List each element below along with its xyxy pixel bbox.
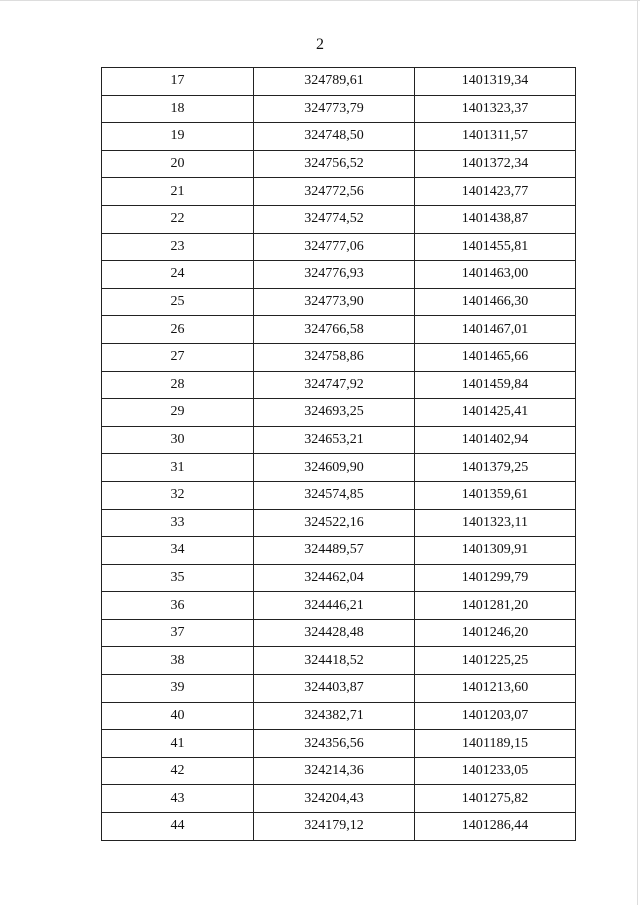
x-coordinate-cell: 324446,21 [254, 592, 415, 620]
y-coordinate-cell: 1401213,60 [415, 675, 576, 703]
x-coordinate-cell: 324747,92 [254, 371, 415, 399]
x-coordinate-cell: 324522,16 [254, 509, 415, 537]
table-row [102, 205, 576, 233]
table-row [102, 371, 576, 399]
x-coordinate-cell: 324776,93 [254, 261, 415, 289]
y-coordinate-cell: 1401466,30 [415, 288, 576, 316]
y-coordinate-cell: 1401323,37 [415, 95, 576, 123]
y-coordinate-cell: 1401281,20 [415, 592, 576, 620]
y-coordinate-cell: 1401319,34 [415, 68, 576, 96]
y-coordinate-cell: 1401299,79 [415, 564, 576, 592]
page-number: 2 [316, 36, 324, 53]
point-number-cell: 30 [102, 426, 254, 454]
y-coordinate-cell: 1401309,91 [415, 537, 576, 565]
x-coordinate-cell: 324773,90 [254, 288, 415, 316]
table-row [102, 481, 576, 509]
table-row [102, 647, 576, 675]
y-coordinate-cell: 1401455,81 [415, 233, 576, 261]
point-number-cell: 32 [102, 481, 254, 509]
y-coordinate-cell: 1401402,94 [415, 426, 576, 454]
point-number-cell: 29 [102, 399, 254, 427]
table-row [102, 592, 576, 620]
x-coordinate-cell: 324214,36 [254, 757, 415, 785]
point-number-cell: 31 [102, 454, 254, 482]
point-number-cell: 39 [102, 675, 254, 703]
x-coordinate-cell: 324777,06 [254, 233, 415, 261]
table-row [102, 426, 576, 454]
y-coordinate-cell: 1401379,25 [415, 454, 576, 482]
point-number-cell: 24 [102, 261, 254, 289]
y-coordinate-cell: 1401246,20 [415, 619, 576, 647]
x-coordinate-cell: 324356,56 [254, 730, 415, 758]
page-edge-right [637, 0, 638, 905]
y-coordinate-cell: 1401189,15 [415, 730, 576, 758]
point-number-cell: 27 [102, 343, 254, 371]
table-row [102, 509, 576, 537]
table-row [102, 730, 576, 758]
y-coordinate-cell: 1401323,11 [415, 509, 576, 537]
point-number-cell: 18 [102, 95, 254, 123]
x-coordinate-cell: 324489,57 [254, 537, 415, 565]
point-number-cell: 33 [102, 509, 254, 537]
point-number-cell: 43 [102, 785, 254, 813]
x-coordinate-cell: 324428,48 [254, 619, 415, 647]
y-coordinate-cell: 1401359,61 [415, 481, 576, 509]
y-coordinate-cell: 1401425,41 [415, 399, 576, 427]
x-coordinate-cell: 324418,52 [254, 647, 415, 675]
point-number-cell: 42 [102, 757, 254, 785]
point-number-cell: 23 [102, 233, 254, 261]
point-number-cell: 35 [102, 564, 254, 592]
table-row [102, 813, 576, 841]
table-row [102, 233, 576, 261]
point-number-cell: 22 [102, 205, 254, 233]
table-row [102, 675, 576, 703]
x-coordinate-cell: 324653,21 [254, 426, 415, 454]
y-coordinate-cell: 1401286,44 [415, 813, 576, 841]
y-coordinate-cell: 1401311,57 [415, 123, 576, 151]
x-coordinate-cell: 324772,56 [254, 178, 415, 206]
table-row [102, 178, 576, 206]
table-row [102, 343, 576, 371]
x-coordinate-cell: 324574,85 [254, 481, 415, 509]
y-coordinate-cell: 1401233,05 [415, 757, 576, 785]
point-number-cell: 28 [102, 371, 254, 399]
point-number-cell: 20 [102, 150, 254, 178]
x-coordinate-cell: 324748,50 [254, 123, 415, 151]
x-coordinate-cell: 324758,86 [254, 343, 415, 371]
y-coordinate-cell: 1401459,84 [415, 371, 576, 399]
point-number-cell: 25 [102, 288, 254, 316]
table-row [102, 454, 576, 482]
table-row [102, 785, 576, 813]
y-coordinate-cell: 1401438,87 [415, 205, 576, 233]
x-coordinate-cell: 324789,61 [254, 68, 415, 96]
y-coordinate-cell: 1401423,77 [415, 178, 576, 206]
point-number-cell: 17 [102, 68, 254, 96]
x-coordinate-cell: 324773,79 [254, 95, 415, 123]
table-row [102, 757, 576, 785]
y-coordinate-cell: 1401203,07 [415, 702, 576, 730]
table-row [102, 564, 576, 592]
table-row [102, 288, 576, 316]
table-row [102, 537, 576, 565]
x-coordinate-cell: 324382,71 [254, 702, 415, 730]
x-coordinate-cell: 324403,87 [254, 675, 415, 703]
point-number-cell: 38 [102, 647, 254, 675]
table-row [102, 95, 576, 123]
x-coordinate-cell: 324462,04 [254, 564, 415, 592]
x-coordinate-cell: 324204,43 [254, 785, 415, 813]
y-coordinate-cell: 1401372,34 [415, 150, 576, 178]
y-coordinate-cell: 1401465,66 [415, 343, 576, 371]
point-number-cell: 26 [102, 316, 254, 344]
table-row [102, 123, 576, 151]
table-row [102, 619, 576, 647]
point-number-cell: 41 [102, 730, 254, 758]
y-coordinate-cell: 1401225,25 [415, 647, 576, 675]
coordinates-table [101, 67, 576, 841]
table-row [102, 68, 576, 96]
coordinates-table-body [102, 68, 576, 841]
point-number-cell: 40 [102, 702, 254, 730]
point-number-cell: 34 [102, 537, 254, 565]
x-coordinate-cell: 324766,58 [254, 316, 415, 344]
table-row [102, 150, 576, 178]
page-edge-top [0, 0, 640, 1]
y-coordinate-cell: 1401463,00 [415, 261, 576, 289]
x-coordinate-cell: 324609,90 [254, 454, 415, 482]
y-coordinate-cell: 1401275,82 [415, 785, 576, 813]
x-coordinate-cell: 324756,52 [254, 150, 415, 178]
point-number-cell: 44 [102, 813, 254, 841]
table-row [102, 399, 576, 427]
table-row [102, 261, 576, 289]
point-number-cell: 21 [102, 178, 254, 206]
x-coordinate-cell: 324693,25 [254, 399, 415, 427]
table-row [102, 702, 576, 730]
x-coordinate-cell: 324774,52 [254, 205, 415, 233]
point-number-cell: 19 [102, 123, 254, 151]
table-row [102, 316, 576, 344]
x-coordinate-cell: 324179,12 [254, 813, 415, 841]
point-number-cell: 37 [102, 619, 254, 647]
point-number-cell: 36 [102, 592, 254, 620]
y-coordinate-cell: 1401467,01 [415, 316, 576, 344]
